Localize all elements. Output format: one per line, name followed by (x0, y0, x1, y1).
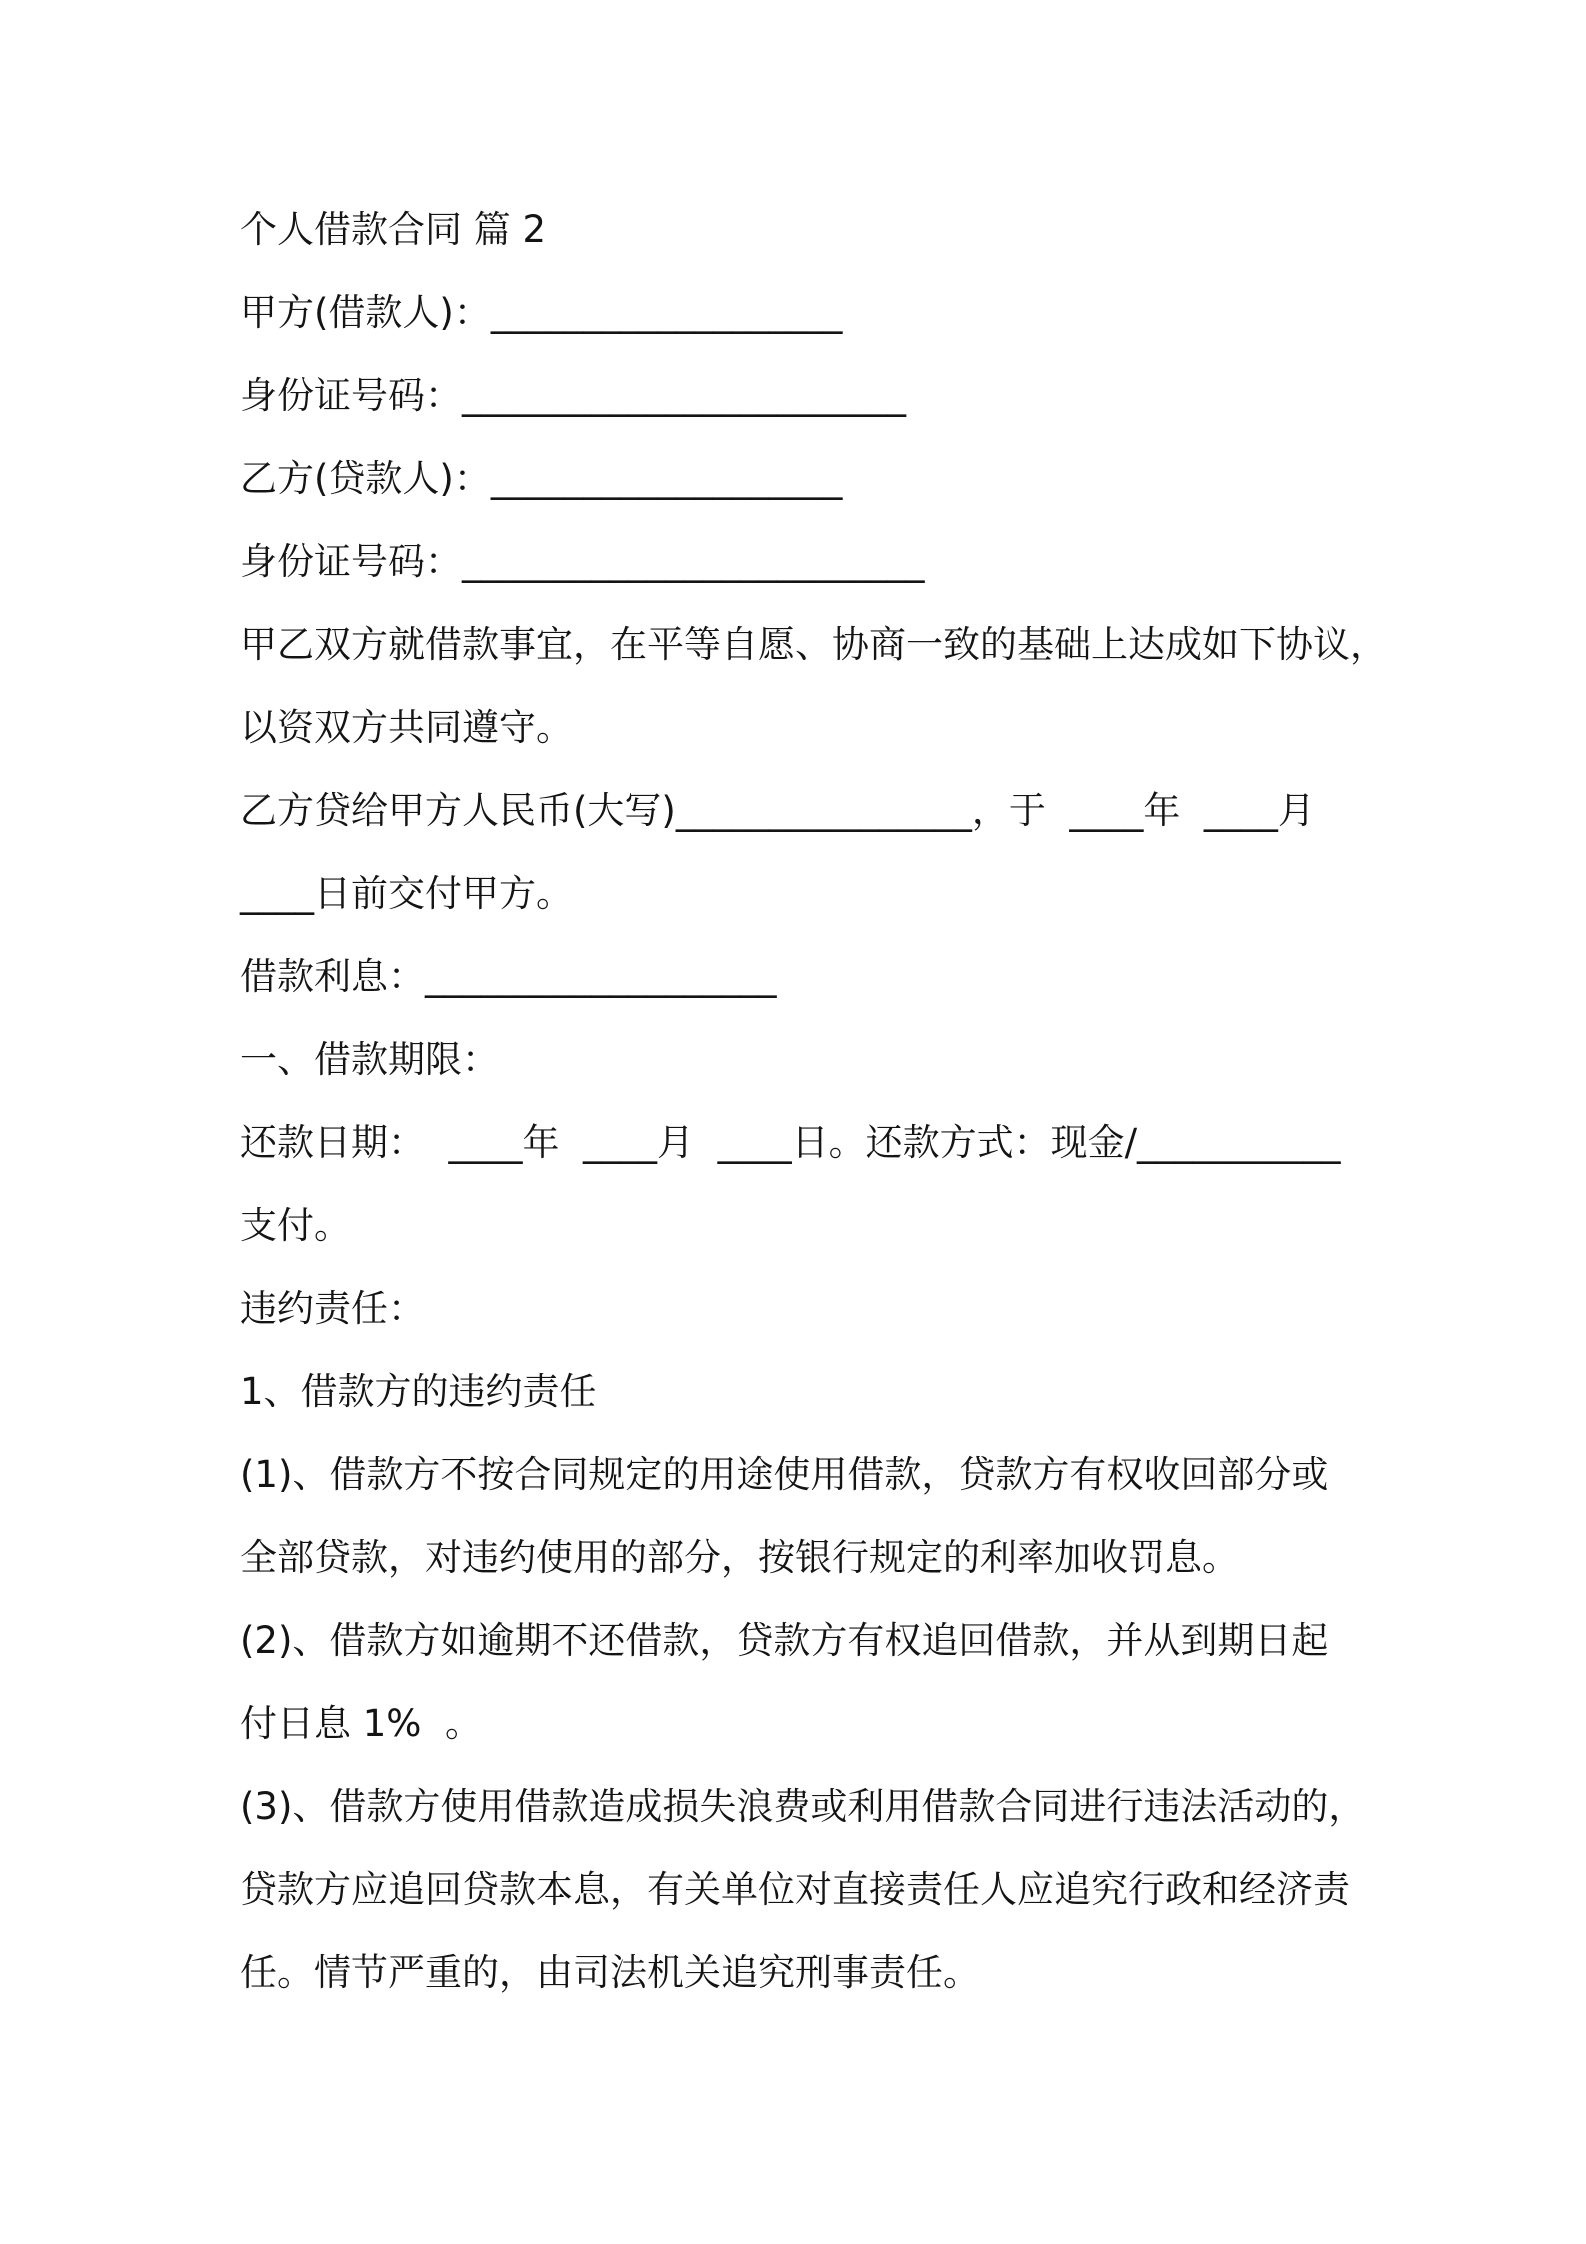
borrower-field: 甲方(借款人)：___________________ (240, 291, 843, 334)
section-heading: 违约责任： (240, 1287, 425, 1330)
loan-amount-paragraph: 乙方贷给甲方人民币(大写)________________，于 ____年 ____月 (240, 789, 1315, 832)
clause-paragraph: 付日息 1% 。 (240, 1702, 482, 1745)
clause-paragraph: (2)、借款方如逾期不还借款，贷款方有权追回借款，并从到期日起 (240, 1619, 1329, 1662)
subsection-heading: 1、借款方的违约责任 (240, 1370, 597, 1413)
loan-amount-paragraph: ____日前交付甲方。 (240, 872, 573, 915)
repayment-paragraph: 还款日期： ____年 ____月 ____日。还款方式：现金/___________ (240, 1121, 1341, 1164)
section-heading: 一、借款期限： (240, 1038, 499, 1081)
clause-paragraph: (3)、借款方使用借款造成损失浪费或利用借款合同进行违法活动的， (240, 1785, 1366, 1828)
clause-paragraph: 任。情节严重的，由司法机关追究刑事责任。 (240, 1951, 980, 1994)
agreement-paragraph: 甲乙双方就借款事宜，在平等自愿、协商一致的基础上达成如下协议， (240, 623, 1387, 666)
agreement-paragraph: 以资双方共同遵守。 (240, 706, 573, 749)
clause-paragraph: (1)、借款方不按合同规定的用途使用借款，贷款方有权收回部分或 (240, 1453, 1329, 1496)
lender-id-field: 身份证号码：_________________________ (240, 540, 925, 583)
lender-field: 乙方(贷款人)：___________________ (240, 457, 843, 500)
clause-paragraph: 全部贷款，对违约使用的部分，按银行规定的利率加收罚息。 (240, 1536, 1239, 1579)
document-title: 个人借款合同 篇 2 (240, 208, 547, 251)
borrower-id-field: 身份证号码：________________________ (240, 374, 906, 417)
interest-field: 借款利息：___________________ (240, 955, 777, 998)
clause-paragraph: 贷款方应追回贷款本息，有关单位对直接责任人应追究行政和经济责 (240, 1868, 1350, 1911)
repayment-paragraph: 支付。 (240, 1204, 351, 1247)
